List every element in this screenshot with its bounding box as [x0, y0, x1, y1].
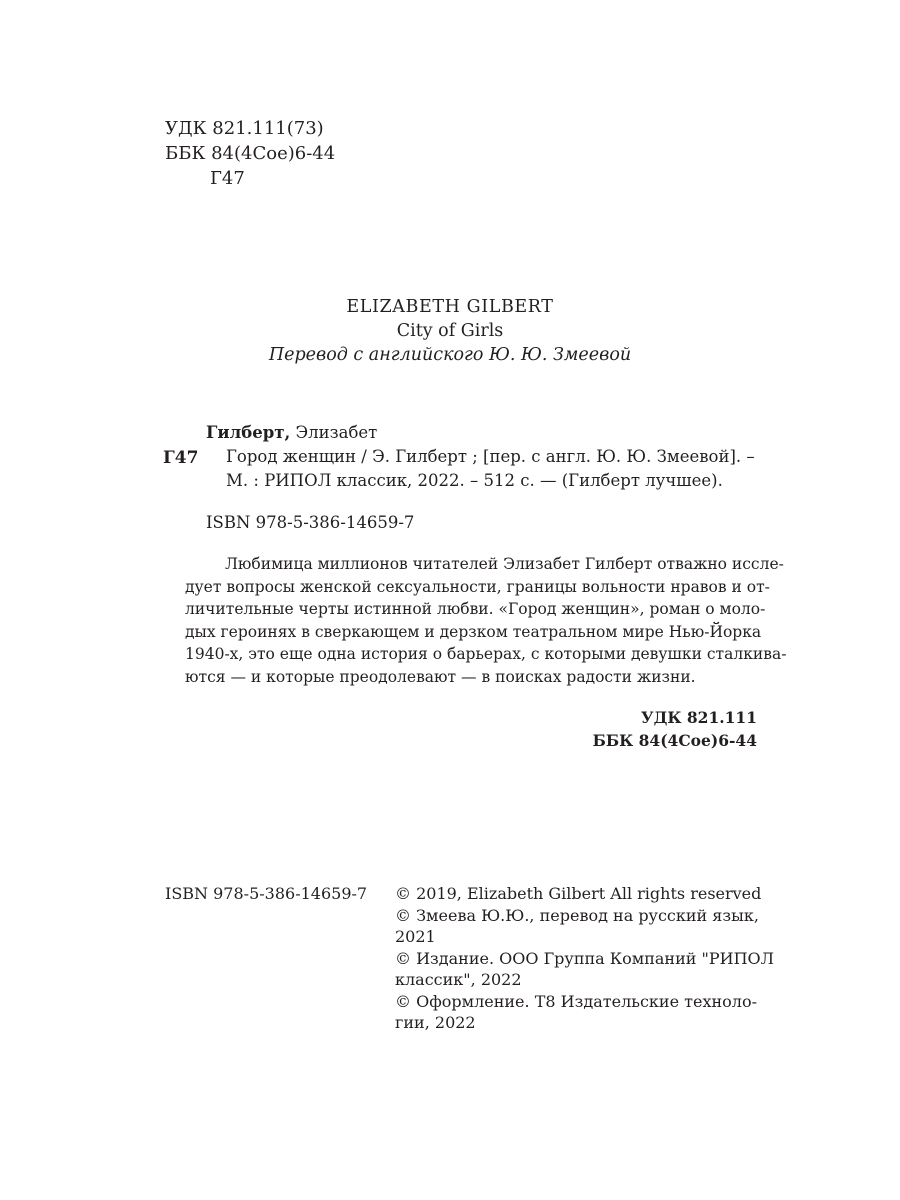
copyright-line: классик", 2022 [395, 970, 522, 989]
bbk-code: ББК 84(4Сое)6-44 [165, 143, 336, 164]
udk-classification: УДК 821.111 [641, 708, 757, 727]
bbk-classification: ББК 84(4Сое)6-44 [592, 731, 757, 750]
author-mark: Г47 [210, 168, 245, 189]
biblio-line-1: Город женщин / Э. Гилберт ; [пер. с англ. Ю. Ю. Змеевой]. – [226, 447, 755, 466]
annotation [185, 553, 787, 689]
copyright-notices [395, 883, 775, 1034]
copyright-line: © 2019, Elizabeth Gilbert All rights reserved [395, 884, 762, 903]
annotation-line: 1940-х, это еще одна история о барьерах, с которыми девушки сталкива- [185, 645, 787, 664]
translation-note: Перевод с английского Ю. Ю. Змеевой [268, 345, 632, 365]
annotation-line: Любимица миллионов читателей Элизабет Гилберт отважно иссле- [225, 555, 784, 573]
annotation-line: дует вопросы женской сексуальности, границы вольности нравов и от- [185, 577, 770, 596]
author-given-name: Элизабет [290, 423, 378, 442]
biblio-line-2: М. : РИПОЛ классик, 2022. – 512 с. — (Гилберт лучшее). [226, 471, 723, 490]
annotation-line: личительные черты истинной любви. «Город женщин», роман о моло- [185, 600, 766, 619]
author-surname: Гилберт, [206, 423, 291, 442]
bibliographic-record [206, 421, 766, 493]
copyright-line: © Оформление. Т8 Издательские техноло- [395, 991, 757, 1011]
isbn-record: ISBN 978-5-386-14659-7 [206, 513, 415, 532]
copyright-line: © Змеева Ю.Ю., перевод на русский язык, [395, 905, 759, 925]
copyright-line: © Издание. ООО Группа Компаний "РИПОЛ [395, 948, 775, 968]
udk-code: УДК 821.111(73) [165, 118, 324, 139]
classification-codes [593, 706, 757, 752]
author-heading [206, 421, 766, 445]
isbn-footer: ISBN 978-5-386-14659-7 [165, 884, 368, 903]
annotation-line: ются — и которые преодолевают — в поисках радости жизни. [185, 667, 696, 686]
original-title: City of Girls [396, 321, 504, 341]
original-title-block [0, 295, 900, 367]
author-name-latin: ELIZABETH GILBERT [346, 297, 554, 317]
author-mark-side: Г47 [163, 448, 199, 468]
copyright-line: гии, 2022 [395, 1013, 476, 1032]
copyright-line: 2021 [395, 927, 436, 946]
annotation-line: дых героинях в сверкающем и дерзком театральном мире Нью-Йорка [185, 622, 762, 641]
udk-header [165, 116, 335, 191]
